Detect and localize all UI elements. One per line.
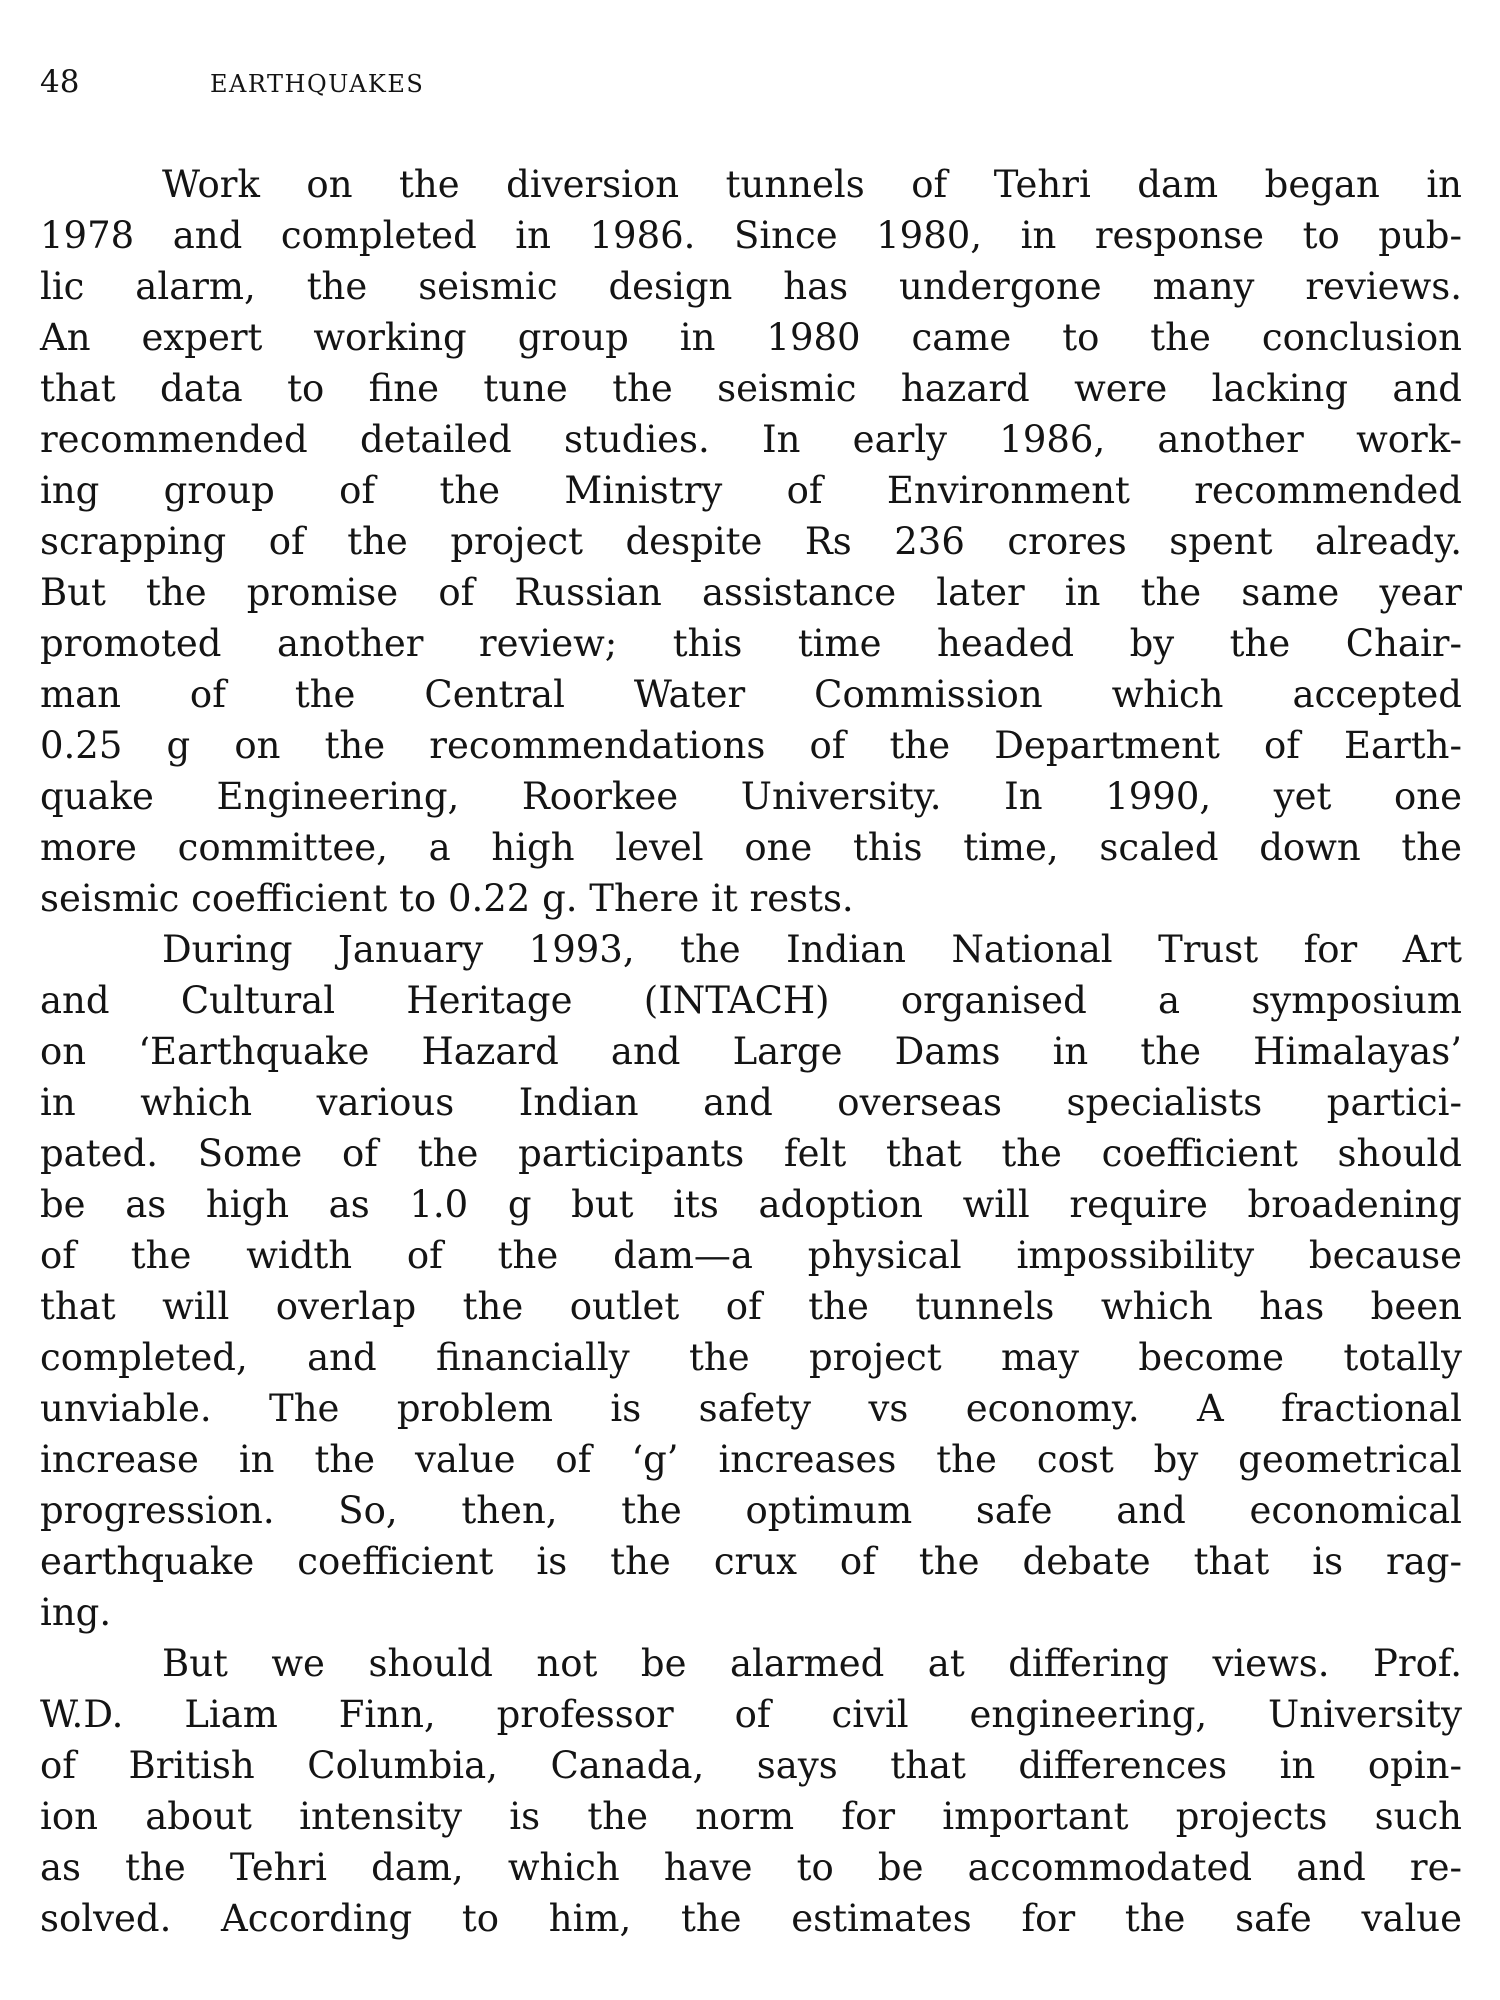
text-line: of the width of the dam—a physical impossibility because — [40, 1234, 1462, 1277]
text-line: But the promise of Russian assistance later in the same year — [40, 571, 1462, 614]
text-line: An expert working group in 1980 came to the conclusion — [40, 316, 1462, 359]
text-line: and Cultural Heritage (INTACH) organised a symposium — [40, 979, 1462, 1022]
text-line: on ‘Earthquake Hazard and Large Dams in the Himalayas’ — [40, 1030, 1462, 1073]
text-line: progression. So, then, the optimum safe and economical — [40, 1489, 1462, 1532]
text-line: be as high as 1.0 g but its adoption will require broadening — [40, 1183, 1462, 1226]
body-text — [40, 159, 1462, 1944]
text-line: W.D. Liam Finn, professor of civil engineering, University — [40, 1693, 1462, 1736]
text-line: ing group of the Ministry of Environment recommended — [40, 469, 1462, 512]
text-line: pated. Some of the participants felt that the coefficient should — [40, 1132, 1462, 1175]
text-line: man of the Central Water Commission which accepted — [40, 673, 1462, 716]
text-line: 1978 and completed in 1986. Since 1980, in response to pub- — [40, 214, 1462, 257]
text-line: quake Engineering, Roorkee University. In 1990, yet one — [40, 775, 1462, 818]
text-line: seismic coefficient to 0.22 g. There it rests. — [40, 877, 854, 920]
text-line: promoted another review; this time headed by the Chair- — [40, 622, 1462, 665]
text-line: ion about intensity is the norm for important projects such — [40, 1795, 1462, 1838]
paragraph-tehri-seismic-reviews — [40, 159, 1462, 924]
text-line: Work on the diversion tunnels of Tehri dam began in — [162, 163, 1462, 206]
text-line: increase in the value of ‘g’ increases the cost by geometrical — [40, 1438, 1462, 1481]
text-line: 0.25 g on the recommendations of the Department of Earth- — [40, 724, 1462, 767]
text-line: lic alarm, the seismic design has undergone many reviews. — [40, 265, 1462, 308]
text-line: completed, and financially the project may become totally — [40, 1336, 1462, 1379]
running-head — [40, 64, 424, 104]
text-line: During January 1993, the Indian National Trust for Art — [162, 928, 1462, 971]
text-line: recommended detailed studies. In early 1986, another work- — [40, 418, 1462, 461]
text-line: But we should not be alarmed at differing views. Prof. — [162, 1642, 1462, 1685]
paragraph-intach-symposium — [40, 924, 1462, 1638]
text-line: that will overlap the outlet of the tunnels which has been — [40, 1285, 1462, 1328]
text-line: scrapping of the project despite Rs 236 crores spent already. — [40, 520, 1462, 563]
running-title: EARTHQUAKES — [210, 70, 425, 98]
page-number: 48 — [40, 64, 80, 100]
text-line: unviable. The problem is safety vs economy. A fractional — [40, 1387, 1462, 1430]
text-line: ing. — [40, 1591, 112, 1634]
paragraph-finn-opinion — [40, 1638, 1462, 1944]
text-line: of British Columbia, Canada, says that differences in opin- — [40, 1744, 1462, 1787]
text-line: solved. According to him, the estimates for the safe value — [40, 1897, 1462, 1940]
text-line: that data to fine tune the seismic hazard were lacking and — [40, 367, 1462, 410]
text-line: in which various Indian and overseas specialists partici- — [40, 1081, 1462, 1124]
text-line: more committee, a high level one this time, scaled down the — [40, 826, 1462, 869]
text-line: earthquake coefficient is the crux of the debate that is rag- — [40, 1540, 1462, 1583]
text-line: as the Tehri dam, which have to be accommodated and re- — [40, 1846, 1462, 1889]
